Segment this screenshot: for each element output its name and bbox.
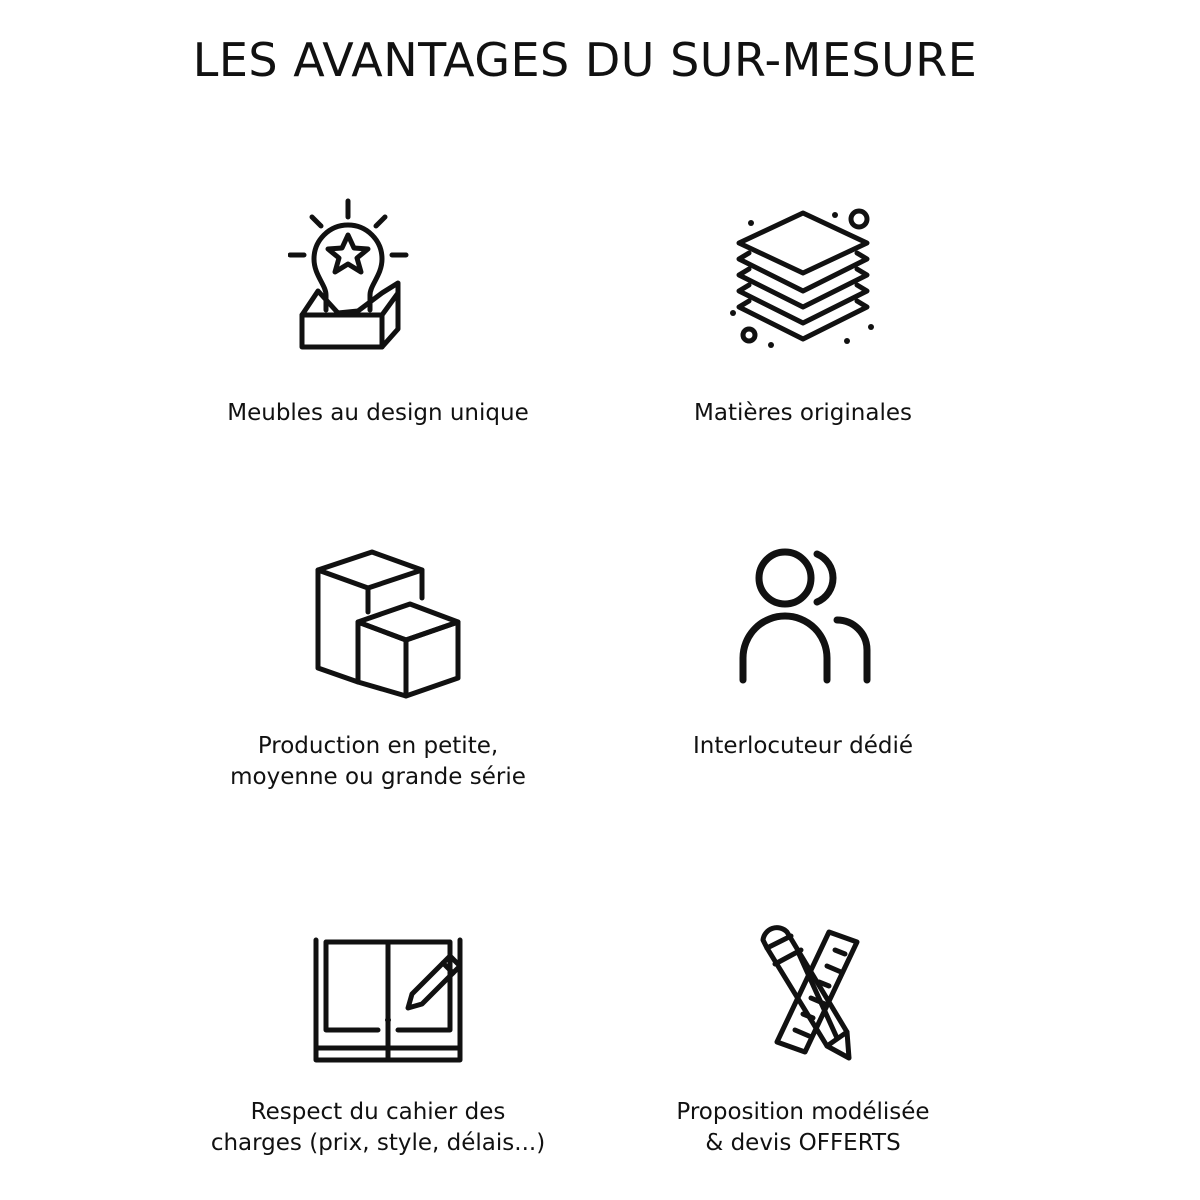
feature-label: Proposition modélisée & devis OFFERTS [676, 1099, 930, 1156]
feature-label: Matières originales [694, 400, 912, 426]
feature-label: Interlocuteur dédié [692, 733, 914, 759]
page-title: LES AVANTAGES DU SUR-MESURE [192, 33, 978, 87]
feature-interlocuteur [563, 540, 1043, 810]
stacked-layers-icon [713, 195, 893, 375]
book-pencil-icon [288, 920, 468, 1100]
pencil-ruler-icon [713, 920, 893, 1100]
feature-cahier-des-charges [138, 920, 618, 1180]
feature-proposition-devis [563, 920, 1043, 1180]
feature-design-unique [138, 195, 618, 445]
feature-label: Meubles au design unique [227, 400, 529, 426]
lightbulb-star-box-icon [288, 195, 468, 375]
feature-production [138, 540, 618, 810]
feature-label: Respect du cahier des charges (prix, style, délais...) [210, 1099, 546, 1156]
feature-label: Production en petite, moyenne ou grande série [230, 733, 526, 790]
users-icon [713, 540, 893, 720]
boxes-icon [288, 540, 468, 720]
feature-matieres [563, 195, 1043, 445]
